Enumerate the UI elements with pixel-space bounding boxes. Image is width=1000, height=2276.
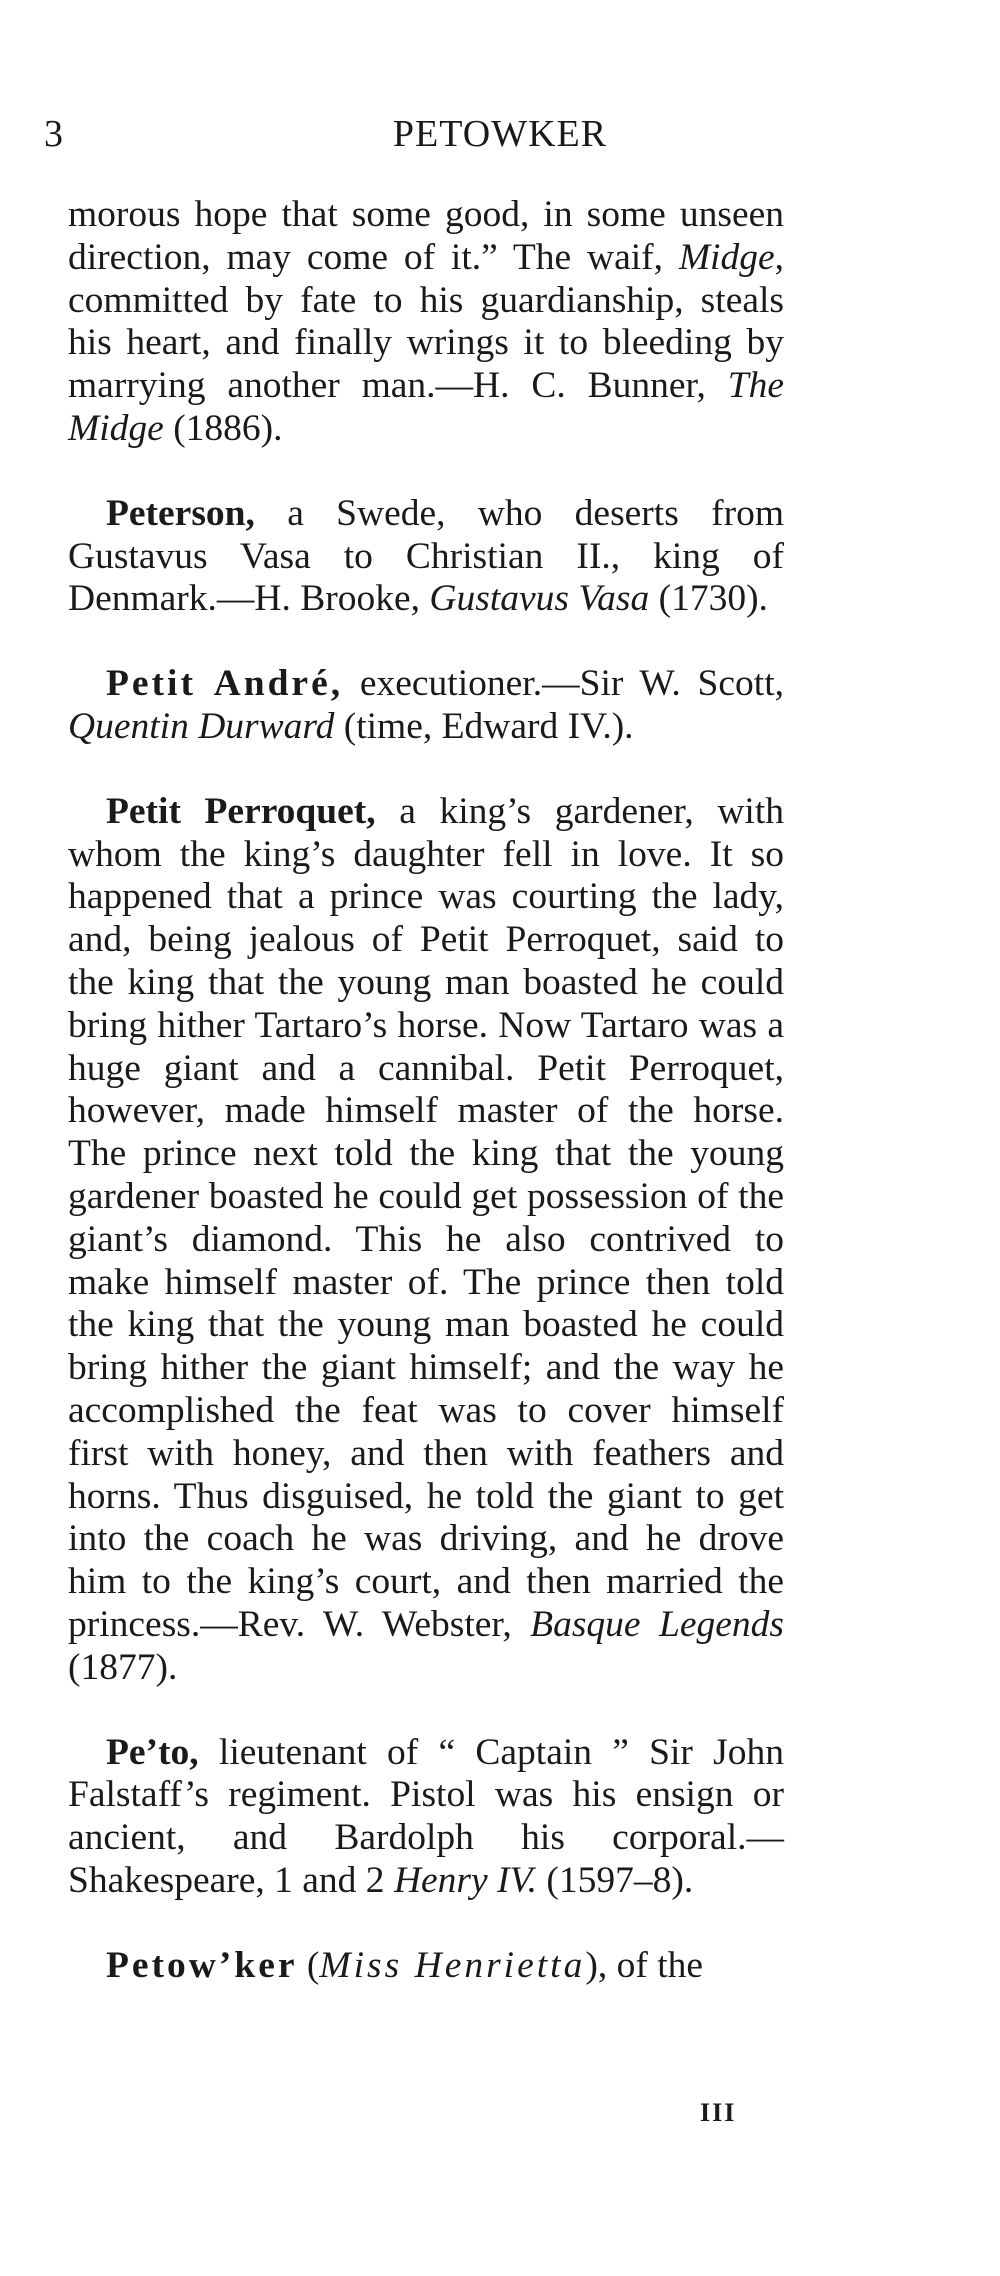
entry-text: lieutenant of “ Captain ” Sir John Falstaff’s regiment. Pistol was his ensign or ancient, and Bardolph his corporal.— Shakespeare, 1 and 2 (68, 1731, 784, 1901)
running-head: PETOWKER (392, 113, 608, 155)
signature-mark: III (700, 2098, 737, 2127)
entry-text: executioner.—Sir W. Scott, (343, 663, 784, 705)
entry-petowker (68, 1945, 784, 1988)
work-title: Henry IV. (393, 1859, 537, 1901)
entry-text: (1730). (649, 578, 768, 620)
entry-peterson (68, 493, 784, 621)
entry-text: a king’s gardener, with whom the king’s daughter fell in love. It so happened that a prince was courting the lady, and, being jealous of Petit Perroquet, said to the king that the young man boasted he could bring hither Tartaro’s horse. Now Tartaro was a huge giant and a cannibal. Petit Perroquet, however, made himself master of the horse. The prince next told the king that the young gardener boasted he could get possession of the giant’s diamond. This he also contrived to make himself master of. The prince then told the king that the young man boasted he could bring hither the giant himself; and the way he accomplished the feat was to cover himself first with honey, and then with feathers and horns. Thus disguised, he told the giant to get into the coach he was driving, and he drove him to the king’s court, and then married the princess.—Rev. W. Webster, (68, 790, 784, 1645)
work-title: Miss Henrietta (319, 1944, 586, 1986)
headword: Pe’to, (106, 1731, 199, 1773)
work-title: Gustavus Vasa (429, 578, 650, 620)
entry-text: (1877). (68, 1646, 178, 1688)
entry-text: (1597–8). (536, 1859, 694, 1901)
entry-text: a Swede, who deserts from Gustavus Vasa to Christian II., king of Denmark.—H. Brooke, (68, 492, 784, 620)
page-number: 3 (44, 113, 63, 155)
headword: Petit André, (106, 663, 344, 705)
work-title: Midge (678, 236, 775, 278)
entry-text: (1886). (163, 407, 283, 449)
work-title: Quentin Durward (68, 705, 335, 747)
work-title: Basque Legends (530, 1603, 784, 1645)
entry-peto (68, 1732, 784, 1903)
headword: Petow’ker (106, 1944, 298, 1986)
headword: Peterson, (106, 492, 255, 534)
work-title: The Midge (68, 365, 784, 449)
entry-text: morous hope that some good, in some unseen direction, may come of it.” The waif, (68, 194, 784, 278)
headword: Petit Perroquet, (106, 790, 376, 832)
entry-petit-perroquet (68, 791, 784, 1690)
entry-continuation (68, 194, 784, 451)
entry-text: ( (297, 1944, 320, 1986)
entry-text: , committed by fate to his guardianship, steals his heart, and finally wrings it to bleeding by marrying another man.—H. C. Bunner, (68, 236, 784, 407)
body-text (68, 194, 784, 1987)
entry-petit-andre (68, 663, 784, 749)
entry-text: ), of the (585, 1944, 704, 1986)
entry-text: (time, Edward IV.). (334, 705, 634, 747)
